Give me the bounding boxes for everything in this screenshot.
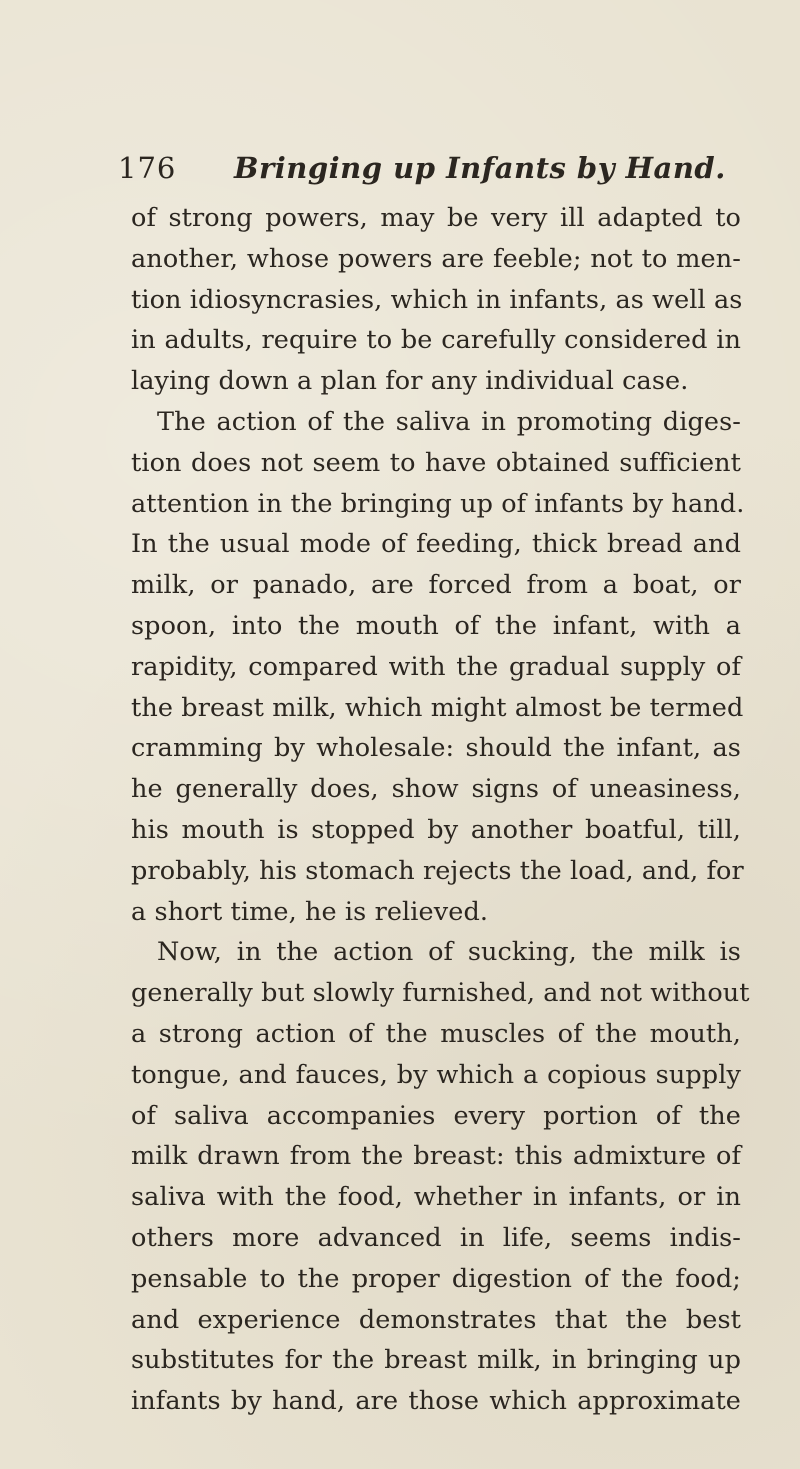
page-number: 176	[118, 151, 177, 185]
text-line: his mouth is stopped by another boatful, till,	[131, 814, 741, 845]
text-line: probably, his stomach rejects the load, and, for	[131, 855, 744, 886]
text-line: tion idiosyncrasies, which in infants, as well as	[131, 284, 743, 315]
text-line: the breast milk, which might almost be termed	[131, 692, 744, 723]
text-line: others more advanced in life, seems indis-	[131, 1222, 741, 1253]
text-line: tongue, and fauces, by which a copious supply	[131, 1059, 741, 1090]
running-head	[118, 148, 758, 192]
text-line: spoon, into the mouth of the infant, with a	[131, 610, 741, 641]
text-line: tion does not seem to have obtained sufficient	[131, 447, 741, 478]
text-line: laying down a plan for any individual case.	[131, 366, 689, 397]
text-line: infants by hand, are those which approximate	[131, 1386, 741, 1417]
text-line: of saliva accompanies every portion of the	[131, 1100, 741, 1131]
text-line: pensable to the proper digestion of the food;	[131, 1263, 741, 1294]
text-line: In the usual mode of feeding, thick bread and	[131, 529, 741, 560]
text-line: milk, or panado, are forced from a boat, or	[131, 570, 741, 601]
text-line: attention in the bringing up of infants by hand.	[131, 488, 745, 519]
body-text	[131, 198, 750, 1422]
text-line: rapidity, compared with the gradual supply of	[131, 651, 741, 682]
text-line: substitutes for the breast milk, in bringing up	[131, 1345, 741, 1376]
paragraph-start-line: The action of the saliva in promoting diges-	[157, 406, 741, 437]
text-line: saliva with the food, whether in infants, or in	[131, 1182, 741, 1213]
text-line: another, whose powers are feeble; not to men-	[131, 243, 741, 274]
text-line: a short time, he is relieved.	[131, 896, 489, 927]
text-line: he generally does, show signs of uneasiness,	[131, 774, 741, 805]
text-line: in adults, require to be carefully considered in	[131, 325, 741, 356]
text-line: cramming by wholesale: should the infant, as	[131, 733, 741, 764]
text-line: of strong powers, may be very ill adapted to	[131, 203, 741, 233]
text-line: a strong action of the muscles of the mouth,	[131, 1018, 741, 1049]
running-title: Bringing up Infants by Hand.	[234, 151, 726, 185]
paragraph-start-line: Now, in the action of sucking, the milk is	[157, 937, 741, 968]
text-line: and experience demonstrates that the best	[131, 1304, 741, 1335]
text-line: generally but slowly furnished, and not without	[131, 978, 750, 1009]
text-line: milk drawn from the breast: this admixture of	[131, 1141, 741, 1172]
